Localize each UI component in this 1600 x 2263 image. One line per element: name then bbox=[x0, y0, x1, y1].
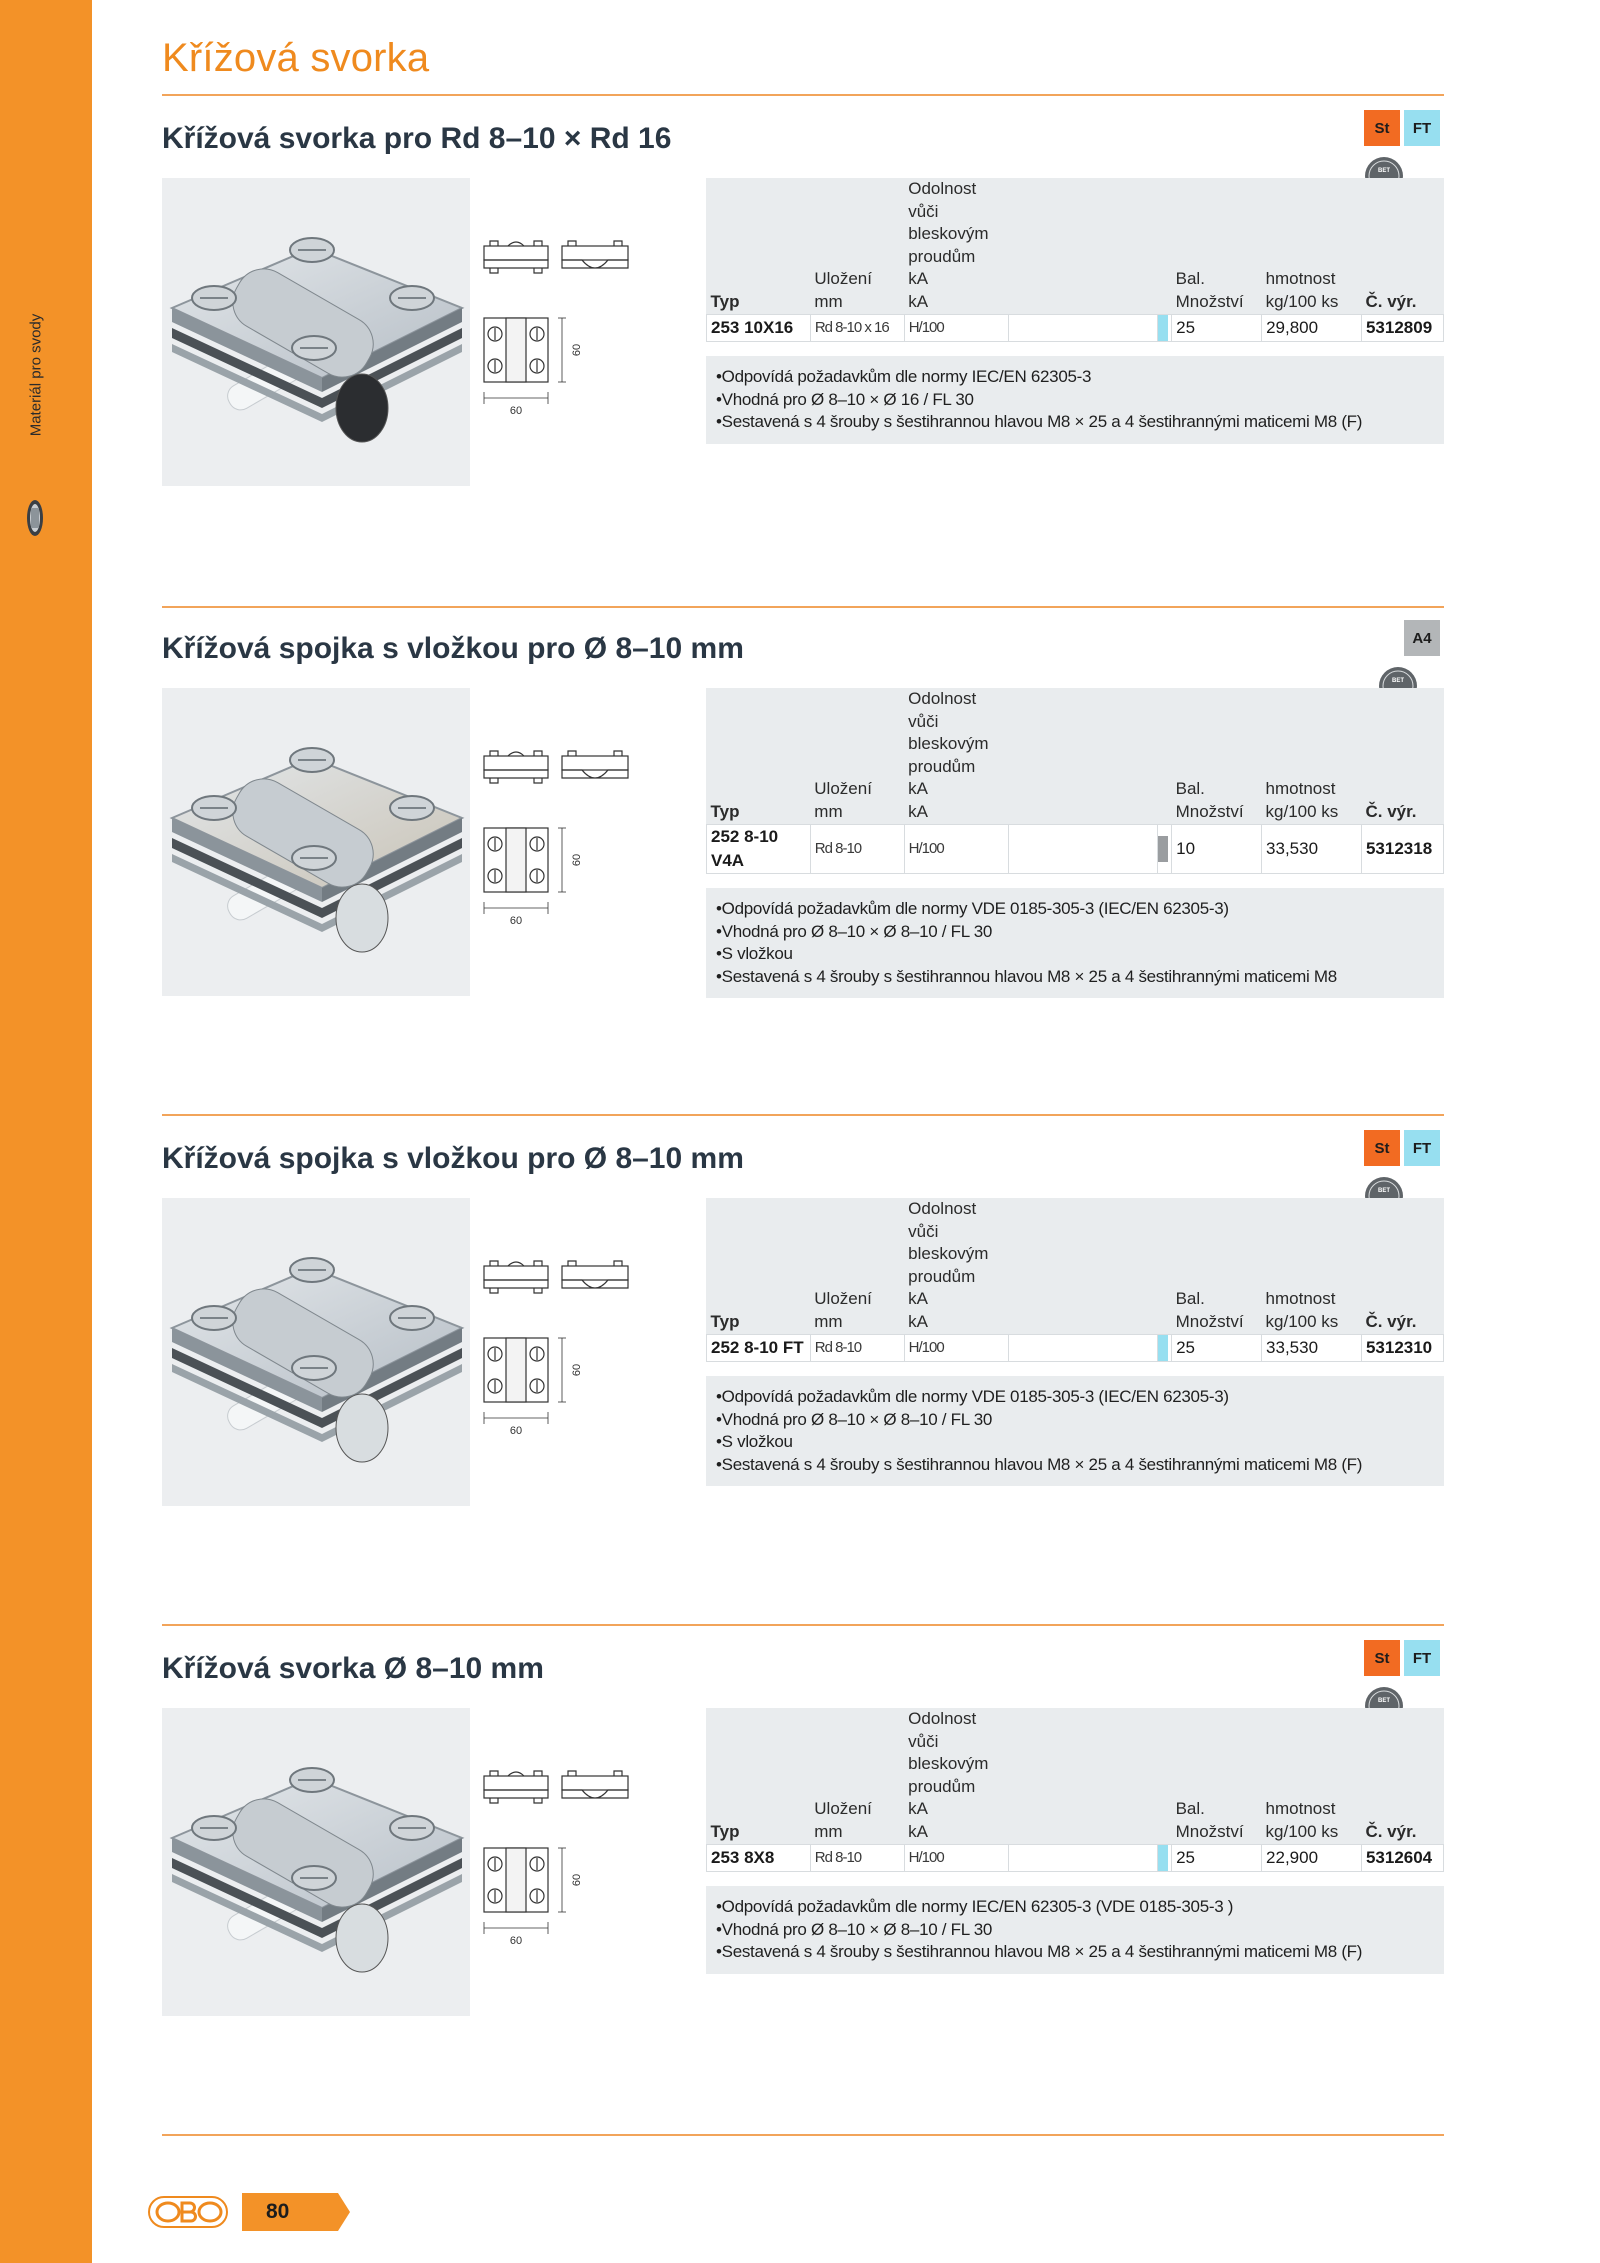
table-header bbox=[707, 1198, 1444, 1335]
badge-st: St bbox=[1364, 1130, 1400, 1166]
product-photo bbox=[162, 1198, 470, 1506]
cell-empty bbox=[1008, 315, 1157, 342]
col-ulozeni bbox=[810, 1198, 904, 1335]
col-odolnost bbox=[904, 688, 1008, 825]
col-odolnost-l5: kA bbox=[908, 779, 929, 798]
section-title: Křížová spojka s vložkou pro Ø 8–10 mm bbox=[162, 1142, 744, 1175]
cell-hmotnost: 33,530 bbox=[1262, 825, 1362, 874]
col-odolnost-l4: proudům bbox=[908, 1266, 976, 1286]
clamp-thumbnail-icon bbox=[24, 494, 46, 542]
col-hmotnost-l1: hmotnost bbox=[1265, 1799, 1336, 1818]
cell-bal: 25 bbox=[1172, 1845, 1262, 1872]
col-odolnost bbox=[904, 178, 1008, 315]
feature-note: • Odpovídá požadavkům dle normy VDE 0185-305-3 (IEC/EN 62305-3) bbox=[716, 1386, 1434, 1409]
technical-drawing bbox=[482, 1258, 632, 1448]
svg-text:60: 60 bbox=[571, 343, 583, 357]
footer-divider bbox=[162, 2134, 1444, 2136]
svg-text:BET: BET bbox=[1392, 678, 1404, 684]
feature-note: • Sestavená s 4 šrouby s šestihrannou hlavou M8 × 25 a 4 šestihrannými maticemi M8 (F) bbox=[716, 411, 1434, 434]
col-bal-l1: Bal. bbox=[1175, 1289, 1205, 1308]
svg-text:60: 60 bbox=[571, 1873, 583, 1887]
col-bal-l2: Množství bbox=[1175, 1821, 1244, 1841]
section-divider bbox=[162, 1624, 1444, 1626]
col-bal bbox=[1172, 688, 1262, 825]
material-marker bbox=[1158, 315, 1168, 341]
material-badges bbox=[1364, 1640, 1440, 1676]
cell-bal: 25 bbox=[1172, 1335, 1262, 1362]
badge-ft: FT bbox=[1404, 1640, 1440, 1676]
feature-note: • Odpovídá požadavkům dle normy IEC/EN 62305-3 bbox=[716, 366, 1434, 389]
col-odolnost-l3: bleskovým bbox=[908, 224, 989, 243]
feature-note: • Odpovídá požadavkům dle normy IEC/EN 62305-3 (VDE 0185-305-3 ) bbox=[716, 1896, 1434, 1919]
spec-table bbox=[706, 688, 1444, 874]
svg-text:60: 60 bbox=[509, 1935, 523, 1947]
col-empty bbox=[1008, 1198, 1158, 1335]
col-odolnost-l6: kA bbox=[908, 291, 929, 311]
col-cvyr: Č. výr. bbox=[1365, 291, 1417, 311]
col-hmotnost bbox=[1262, 178, 1362, 315]
cell-ulozeni: Rd 8-10 bbox=[810, 1845, 904, 1872]
technical-drawing bbox=[482, 1768, 632, 1958]
feature-note: • Vhodná pro Ø 8–10 × Ø 16 / FL 30 bbox=[716, 389, 1434, 412]
col-odolnost bbox=[904, 1198, 1008, 1335]
col-typ: Typ bbox=[710, 291, 740, 311]
feature-notes bbox=[706, 1886, 1444, 1974]
feature-notes bbox=[706, 1376, 1444, 1486]
product-section bbox=[162, 629, 1444, 1052]
col-bal-l2: Množství bbox=[1175, 1311, 1244, 1331]
cell-odolnost: H/100 bbox=[904, 1335, 1008, 1362]
col-odolnost-l5: kA bbox=[908, 269, 929, 288]
svg-text:60: 60 bbox=[571, 1363, 583, 1377]
svg-text:60: 60 bbox=[509, 405, 523, 417]
col-odolnost-l1: Odolnost bbox=[908, 689, 977, 708]
col-hmotnost bbox=[1262, 688, 1362, 825]
material-marker bbox=[1158, 836, 1168, 862]
col-odolnost-l5: kA bbox=[908, 1289, 928, 1308]
cell-hmotnost: 22,900 bbox=[1262, 1845, 1362, 1872]
col-bal-l1: Bal. bbox=[1175, 269, 1205, 288]
feature-note: • Odpovídá požadavkům dle normy VDE 0185-305-3 (IEC/EN 62305-3) bbox=[716, 898, 1434, 921]
badge-ft: FT bbox=[1404, 110, 1440, 146]
cell-ulozeni: Rd 8-10 x 16 bbox=[810, 315, 904, 342]
col-ulozeni-l1: Uložení bbox=[814, 1799, 872, 1818]
page-number-tab bbox=[242, 2193, 350, 2231]
svg-text:60: 60 bbox=[509, 915, 523, 927]
section-title: Křížová spojka s vložkou pro Ø 8–10 mm bbox=[162, 632, 744, 665]
col-odolnost-l3: bleskovým bbox=[908, 734, 989, 753]
product-section bbox=[162, 119, 1444, 542]
cell-marker bbox=[1158, 1335, 1172, 1362]
feature-note: • Sestavená s 4 šrouby s šestihrannou hlavou M8 × 25 a 4 šestihrannými maticemi M8 bbox=[716, 966, 1434, 989]
col-marker bbox=[1158, 688, 1172, 825]
material-marker bbox=[1158, 1845, 1168, 1871]
cell-bal: 25 bbox=[1172, 315, 1262, 342]
section-title: Křížová svorka pro Rd 8–10 × Rd 16 bbox=[162, 122, 672, 155]
material-badges bbox=[1364, 110, 1440, 146]
cell-odolnost: H/100 bbox=[904, 1845, 1008, 1872]
col-hmotnost bbox=[1262, 1198, 1362, 1335]
col-typ: Typ bbox=[710, 1311, 740, 1331]
col-odolnost-l2: vůči bbox=[908, 201, 939, 221]
product-photo bbox=[162, 1708, 470, 2016]
section-title: Křížová svorka Ø 8–10 mm bbox=[162, 1652, 544, 1685]
col-odolnost-l3: bleskovým bbox=[908, 1244, 989, 1263]
page-number-text: 80 bbox=[266, 2200, 290, 2223]
table-row bbox=[707, 1845, 1444, 1872]
cell-bal: 10 bbox=[1172, 825, 1262, 874]
col-odolnost-l5: kA bbox=[908, 1799, 928, 1818]
spec-table bbox=[706, 1198, 1444, 1362]
feature-notes bbox=[706, 888, 1444, 998]
cell-hmotnost: 29,800 bbox=[1262, 315, 1362, 342]
col-marker bbox=[1158, 1708, 1172, 1845]
col-odolnost-l2: vůči bbox=[908, 1221, 939, 1241]
col-odolnost bbox=[904, 1708, 1008, 1845]
col-hmotnost-l2: kg/100 ks bbox=[1265, 801, 1339, 821]
product-photo bbox=[162, 178, 470, 486]
spec-table bbox=[706, 1708, 1444, 1872]
sidebar-label bbox=[26, 300, 46, 450]
col-cvyr: Č. výr. bbox=[1365, 801, 1417, 821]
material-badges bbox=[1404, 620, 1440, 656]
col-hmotnost-l2: kg/100 ks bbox=[1265, 1311, 1339, 1331]
col-ulozeni-l2: mm bbox=[814, 1311, 843, 1331]
col-odolnost-l2: vůči bbox=[908, 711, 939, 731]
table-row bbox=[707, 315, 1444, 342]
feature-note: • Sestavená s 4 šrouby s šestihrannou hlavou M8 × 25 a 4 šestihrannými maticemi M8 (F) bbox=[716, 1454, 1434, 1477]
material-marker bbox=[1158, 1335, 1168, 1361]
cell-hmotnost: 33,530 bbox=[1262, 1335, 1362, 1362]
col-ulozeni-l1: Uložení bbox=[814, 1289, 872, 1308]
badge-a4: A4 bbox=[1404, 620, 1440, 656]
col-odolnost-l1: Odolnost bbox=[908, 1709, 977, 1728]
cell-empty bbox=[1008, 825, 1158, 874]
col-odolnost-l6: kA bbox=[908, 1311, 928, 1331]
page-title: Křížová svorka bbox=[162, 36, 430, 80]
cell-typ: 253 8X8 bbox=[707, 1845, 811, 1872]
col-empty bbox=[1008, 178, 1157, 315]
cell-empty bbox=[1008, 1335, 1158, 1362]
col-cvyr: Č. výr. bbox=[1365, 1311, 1417, 1331]
col-bal-l2: Množství bbox=[1175, 801, 1244, 821]
cell-empty bbox=[1008, 1845, 1158, 1872]
product-section bbox=[162, 1649, 1444, 2072]
spec-table bbox=[706, 178, 1444, 342]
col-empty bbox=[1008, 688, 1158, 825]
svg-text:BET: BET bbox=[1378, 1698, 1390, 1704]
cell-marker bbox=[1158, 1845, 1172, 1872]
col-odolnost-l6: kA bbox=[908, 1821, 928, 1841]
col-hmotnost-l1: hmotnost bbox=[1265, 1289, 1336, 1308]
cell-ulozeni: Rd 8-10 bbox=[810, 1335, 904, 1362]
cell-odolnost: H/100 bbox=[904, 315, 1008, 342]
col-ulozeni-l2: mm bbox=[814, 291, 843, 311]
col-bal bbox=[1172, 1708, 1262, 1845]
section-divider bbox=[162, 606, 1444, 608]
col-typ: Typ bbox=[710, 1821, 740, 1841]
title-divider bbox=[162, 94, 1444, 96]
cell-cvyr: 5312604 bbox=[1361, 1845, 1443, 1872]
feature-note: • S vložkou bbox=[716, 1431, 1434, 1454]
svg-text:60: 60 bbox=[509, 1425, 523, 1437]
obo-logo bbox=[148, 2196, 228, 2228]
col-cvyr: Č. výr. bbox=[1365, 1821, 1417, 1841]
col-odolnost-l1: Odolnost bbox=[908, 179, 977, 198]
section-divider bbox=[162, 1114, 1444, 1116]
sidebar bbox=[0, 0, 92, 2263]
col-empty bbox=[1008, 1708, 1158, 1845]
col-ulozeni-l2: mm bbox=[814, 1821, 843, 1841]
svg-text:60: 60 bbox=[571, 853, 583, 867]
col-hmotnost-l1: hmotnost bbox=[1265, 269, 1336, 288]
col-typ: Typ bbox=[710, 801, 740, 821]
cell-cvyr: 5312318 bbox=[1361, 825, 1443, 874]
cell-typ: 252 8-10 FT bbox=[707, 1335, 811, 1362]
col-bal-l2: Množství bbox=[1175, 291, 1244, 311]
col-ulozeni bbox=[810, 1708, 904, 1845]
page-number bbox=[242, 2193, 350, 2231]
col-marker bbox=[1158, 178, 1172, 315]
col-odolnost-l4: proudům bbox=[908, 1776, 976, 1796]
table-row bbox=[707, 1335, 1444, 1362]
col-odolnost-l4: proudům bbox=[908, 246, 976, 266]
cell-typ: 253 10X16 bbox=[707, 315, 811, 342]
cell-marker bbox=[1158, 825, 1172, 874]
feature-note: • S vložkou bbox=[716, 943, 1434, 966]
col-ulozeni-l1: Uložení bbox=[814, 779, 872, 798]
feature-note: • Vhodná pro Ø 8–10 × Ø 8–10 / FL 30 bbox=[716, 1409, 1434, 1432]
technical-drawing bbox=[482, 748, 632, 938]
col-hmotnost-l1: hmotnost bbox=[1265, 779, 1336, 798]
svg-text:BET: BET bbox=[1378, 168, 1390, 174]
cell-cvyr: 5312809 bbox=[1361, 315, 1443, 342]
col-marker bbox=[1158, 1198, 1172, 1335]
col-ulozeni bbox=[810, 688, 904, 825]
feature-note: • Sestavená s 4 šrouby s šestihrannou hlavou M8 × 25 a 4 šestihrannými maticemi M8 (F) bbox=[716, 1941, 1434, 1964]
cell-marker bbox=[1158, 315, 1172, 342]
cell-ulozeni: Rd 8-10 bbox=[810, 825, 904, 874]
col-odolnost-l1: Odolnost bbox=[908, 1199, 977, 1218]
col-hmotnost-l2: kg/100 ks bbox=[1265, 291, 1339, 311]
col-hmotnost-l2: kg/100 ks bbox=[1265, 1821, 1339, 1841]
col-hmotnost bbox=[1262, 1708, 1362, 1845]
table-row bbox=[707, 825, 1444, 874]
col-odolnost-l4: proudům bbox=[908, 756, 976, 776]
technical-drawing bbox=[482, 238, 632, 428]
col-odolnost-l2: vůči bbox=[908, 1731, 939, 1751]
col-ulozeni-l1: Uložení bbox=[814, 269, 872, 288]
product-photo bbox=[162, 688, 470, 996]
table-header bbox=[707, 688, 1444, 825]
col-bal-l1: Bal. bbox=[1175, 1799, 1205, 1818]
table-header bbox=[707, 178, 1444, 315]
col-bal-l1: Bal. bbox=[1175, 779, 1205, 798]
cell-cvyr: 5312310 bbox=[1361, 1335, 1443, 1362]
col-odolnost-l6: kA bbox=[908, 801, 929, 821]
col-bal bbox=[1172, 1198, 1262, 1335]
product-section bbox=[162, 1139, 1444, 1562]
col-odolnost-l3: bleskovým bbox=[908, 1754, 989, 1773]
feature-note: • Vhodná pro Ø 8–10 × Ø 8–10 / FL 30 bbox=[716, 1919, 1434, 1942]
col-ulozeni bbox=[810, 178, 904, 315]
material-badges bbox=[1364, 1130, 1440, 1166]
table-header bbox=[707, 1708, 1444, 1845]
col-bal bbox=[1172, 178, 1262, 315]
cell-typ: 252 8-10 V4A bbox=[707, 825, 811, 874]
cell-odolnost: H/100 bbox=[904, 825, 1008, 874]
badge-ft: FT bbox=[1404, 1130, 1440, 1166]
badge-st: St bbox=[1364, 1640, 1400, 1676]
badge-st: St bbox=[1364, 110, 1400, 146]
feature-notes bbox=[706, 356, 1444, 444]
feature-note: • Vhodná pro Ø 8–10 × Ø 8–10 / FL 30 bbox=[716, 921, 1434, 944]
col-ulozeni-l2: mm bbox=[814, 801, 843, 821]
sidebar-label-text: Materiál pro svody bbox=[27, 313, 45, 437]
svg-text:BET: BET bbox=[1378, 1188, 1390, 1194]
